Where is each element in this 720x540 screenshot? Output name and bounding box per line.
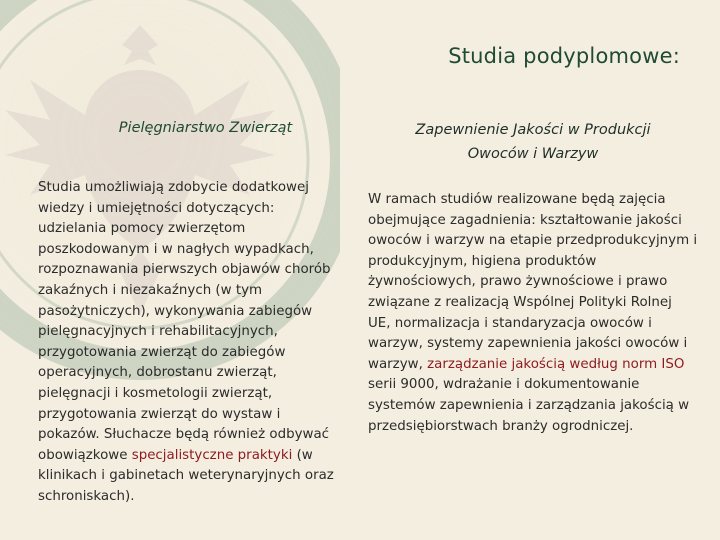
right-program-heading [368, 118, 698, 166]
right-highlight: zarządzanie jakością według norm ISO [427, 356, 685, 372]
right-program-description [368, 190, 698, 437]
right-text-after: serii 9000, wdrażanie i dokumentowanie systemów zapewnienia i zarządzania jakością w przedsiębiorstwach branży ogrodniczej. [368, 377, 690, 434]
right-column [368, 118, 698, 437]
left-highlight: specjalistyczne praktyki [131, 447, 293, 463]
left-text-before: Studia umożliwiają zdobycie dodatkowej wiedzy i umiejętności dotyczących: udzielania pomocy zwierzętom poszkodowanym i w nagłych wypadkach, rozpoznawania pierwszych objawów chorób zakaźnych i niezakaźnych (w tym pasożytniczych), wykonywania zabiegów pielęgnacyjnych i rehabilitacyjnych, przygotowania zwierząt do zabiegów operacyjnych, dobrostanu zwierząt, pielęgnacji i kosmetologii zwierząt, przygotowania zwierząt do wystaw i pokazów. Słuchacze będą również odbywać obowiązkowe [38, 180, 331, 463]
right-heading-line2: Owoców i Warzyw [467, 146, 599, 162]
left-program-description [38, 178, 343, 508]
right-text-before: W ramach studiów realizowane będą zajęcia obejmujące zagadnienia: kształtowanie jakości owoców i warzyw na etapie przedprodukcyjnym i produkcyjnym, higiena produktów żywnościowych, prawo żywnościowe i prawo związane z realizacją Wspólnej Polityki Rolnej UE, normalizacja i standaryzacja owoców i warzyw, systemy zapewnienia jakości owoców i warzyw, [368, 192, 698, 372]
left-text-after: (w klinikach i gabinetach weterynaryjnych oraz schroniskach). [38, 447, 334, 504]
right-heading-line1: Zapewnienie Jakości w Produkcji [415, 122, 651, 138]
page-title: Studia podyplomowe: [448, 44, 680, 68]
left-program-heading: Pielęgniarstwo Zwierząt [118, 120, 293, 136]
left-column [38, 120, 343, 508]
